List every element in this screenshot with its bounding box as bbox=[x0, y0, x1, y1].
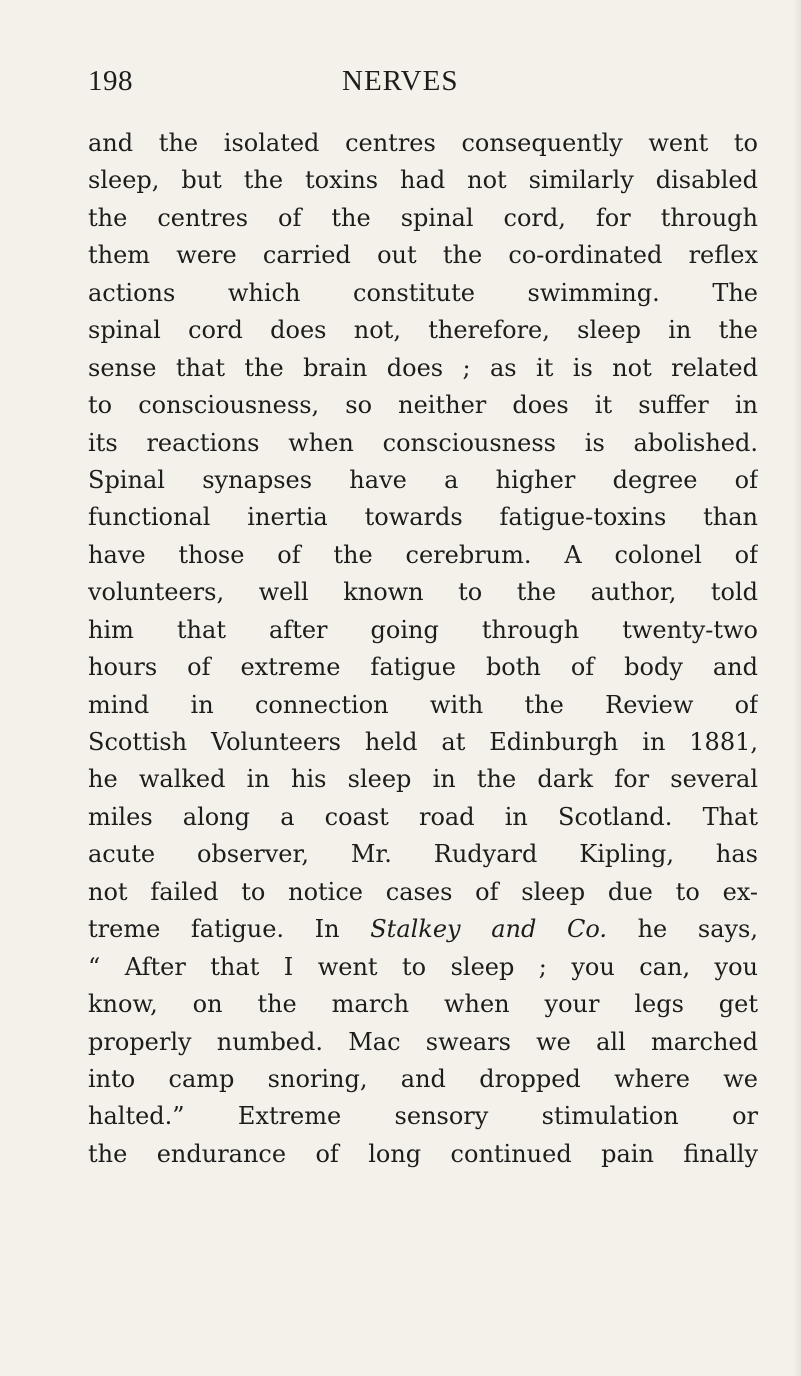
text-line-with-title bbox=[88, 911, 758, 948]
text-line: miles along a coast road in Scotland. That bbox=[88, 802, 758, 831]
text-line: the centres of the spinal cord, for through bbox=[88, 203, 758, 232]
text-run: he says, bbox=[606, 915, 758, 944]
body-paragraph bbox=[88, 125, 758, 1173]
text-line: into camp snoring, and dropped where we bbox=[88, 1064, 758, 1093]
text-line: not failed to notice cases of sleep due to ex- bbox=[88, 877, 758, 906]
text-line: volunteers, well known to the author, told bbox=[88, 578, 758, 607]
book-title: Stalkey and Co. bbox=[370, 915, 607, 944]
text-line: them were carried out the co-ordinated reflex bbox=[88, 241, 758, 270]
text-line: mind in connection with the Review of bbox=[88, 690, 758, 719]
text-line: know, on the march when your legs get bbox=[88, 990, 758, 1019]
text-line: “ After that I went to sleep ; you can, you bbox=[88, 952, 758, 981]
text-line: halted.” Extreme sensory stimulation or bbox=[88, 1102, 758, 1131]
text-line: actions which constitute swimming. The bbox=[88, 278, 758, 307]
text-line: spinal cord does not, therefore, sleep in the bbox=[88, 316, 758, 345]
text-line: acute observer, Mr. Rudyard Kipling, has bbox=[88, 840, 758, 869]
text-line: functional inertia towards fatigue-toxins than bbox=[88, 503, 758, 532]
text-line: hours of extreme fatigue both of body and bbox=[88, 653, 758, 682]
text-line: Spinal synapses have a higher degree of bbox=[88, 465, 758, 494]
text-line: him that after going through twenty-two bbox=[88, 615, 758, 644]
text-line: the endurance of long continued pain finally bbox=[88, 1139, 758, 1168]
text-line: Scottish Volunteers held at Edinburgh in 1881, bbox=[88, 728, 758, 756]
text-line: and the isolated centres consequently went to bbox=[88, 129, 758, 157]
page-number: 198 bbox=[88, 65, 133, 97]
page-edge-shadow bbox=[793, 0, 801, 1376]
running-head bbox=[88, 64, 713, 98]
text-line: properly numbed. Mac swears we all marched bbox=[88, 1027, 758, 1056]
text-line: its reactions when consciousness is abolished. bbox=[88, 428, 758, 457]
text-line: sense that the brain does ; as it is not related bbox=[88, 353, 758, 382]
text-line: he walked in his sleep in the dark for several bbox=[88, 765, 758, 794]
text-run: treme fatigue. In bbox=[88, 915, 371, 944]
section-title: NERVES bbox=[342, 65, 459, 97]
text-line: sleep, but the toxins had not similarly disabled bbox=[88, 166, 758, 195]
text-line: have those of the cerebrum. A colonel of bbox=[88, 540, 758, 569]
text-line: to consciousness, so neither does it suffer in bbox=[88, 391, 758, 420]
